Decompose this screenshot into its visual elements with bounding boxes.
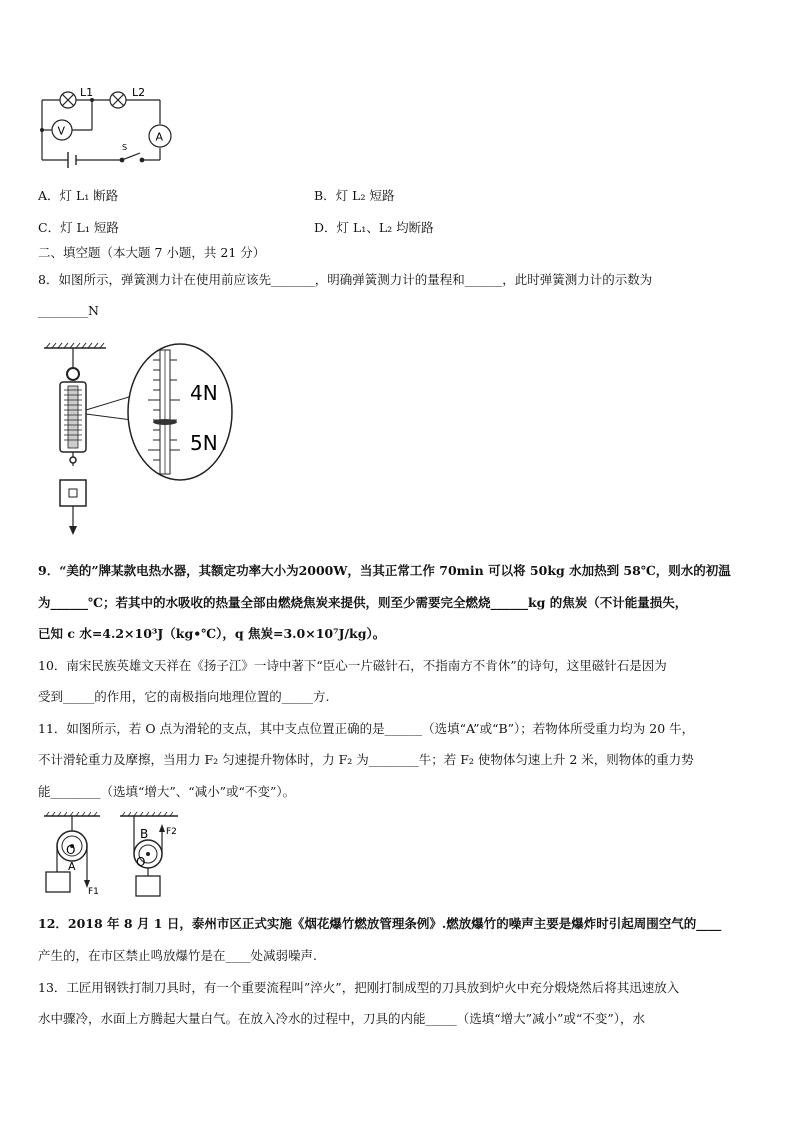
label-l1: L1 [80,86,94,99]
battery-icon [68,152,76,168]
q11-line1: 11．如图所示，若 O 点为滑轮的支点，其中支点位置正确的是______（选填“A”或“B”）；若物体所受重力均为 20 牛， [38,721,695,736]
label-f1: F1 [88,887,99,897]
q7-option-d: D．灯 L₁、L₂ 均断路 [314,220,434,235]
q12-line2: 产生的，在市区禁止鸣放爆竹是在____处减弱噪声. [38,948,317,963]
q11-line2: 不计滑轮重力及摩擦，当用力 F₂ 匀速提升物体时，力 F₂ 为________牛；若 F₂ 使物体匀速上升 2 米，则物体的重力势 [38,752,694,767]
arrow-f2-icon [159,824,165,832]
switch-label: S [122,143,128,152]
q7-option-b: B．灯 L₂ 短路 [314,188,395,203]
q8-line1: 8．如图所示，弹簧测力计在使用前应该先_______，明确弹簧测力计的量程和______，此时弹簧测力计的示数为 [38,272,653,287]
lamp-l1-icon [60,92,76,108]
q7-option-a: A．灯 L₁ 断路 [38,188,119,203]
magnifier-circle [128,344,232,480]
right-weight-block [136,876,160,896]
lamp-l2-icon [110,92,126,108]
spring-scale-figure [40,340,240,540]
label-4n: 4N [190,381,218,405]
q10-line2: 受到_____的作用，它的南极指向地理位置的_____方. [38,689,330,704]
q11-line3: 能________（选填“增大”、“减小”或“不变”）。 [38,784,296,799]
label-b: B [140,827,149,841]
label-a: A [68,860,76,873]
q10-line1: 10．南宋民族英雄文天祥在《扬子江》一诗中著下“臣心一片磁针石，不指南方不肯休”的诗句，这里磁针石是因为 [38,658,667,673]
voltmeter-label: V [57,124,66,138]
q8-line2: ________N [38,303,99,318]
ammeter-label: A [155,130,164,144]
q12-line1: 12．2018 年 8 月 1 日，泰州市区正式实施《烟花爆竹燃放管理条例》.燃放爆竹的噪声主要是爆炸时引起周围空气的____ [38,916,722,931]
label-o-left: O [66,843,76,857]
switch-icon [120,153,144,162]
q9-line1: 9．“美的”牌某款电热水器，其额定功率大小为2000W，当其正常工作 70min 可以将 50kg 水加热到 58℃，则水的初温 [38,563,731,578]
label-f2: F2 [166,827,177,837]
q9-line3: 已知 c 水=4.2×10³J（kg•℃），q 焦炭=3.0×10⁷J/kg）。 [38,626,386,641]
q9-line2: 为______℃；若其中的水吸收的热量全部由燃烧焦炭来提供，则至少需要完全燃烧______kg 的焦炭（不计能量损失， [38,595,688,610]
circuit-diagram [36,84,186,169]
q7-option-c: C．灯 L₁ 短路 [38,220,119,235]
weight-block [60,480,86,506]
q13-line1: 13．工匠用钢铁打制刀具时，有一个重要流程叫”淬火”，把刚打制成型的刀具放到炉火中充分煅烧然后将其迅速放入 [38,980,680,995]
pointer-indicator [153,419,177,425]
pulley-figure [38,810,198,902]
label-5n: 5N [190,431,218,455]
section-heading: 二、填空题（本大题 7 小题，共 21 分） [38,245,266,260]
q13-line2: 水中骤冷，水面上方腾起大量白气。在放入冷水的过程中，刀具的内能_____（选填“增大”减小”或“不变”），水 [38,1011,645,1026]
label-o-right: O [136,855,146,869]
arrow-down-icon [69,526,77,535]
left-weight-block [46,872,70,892]
label-l2: L2 [132,86,146,99]
